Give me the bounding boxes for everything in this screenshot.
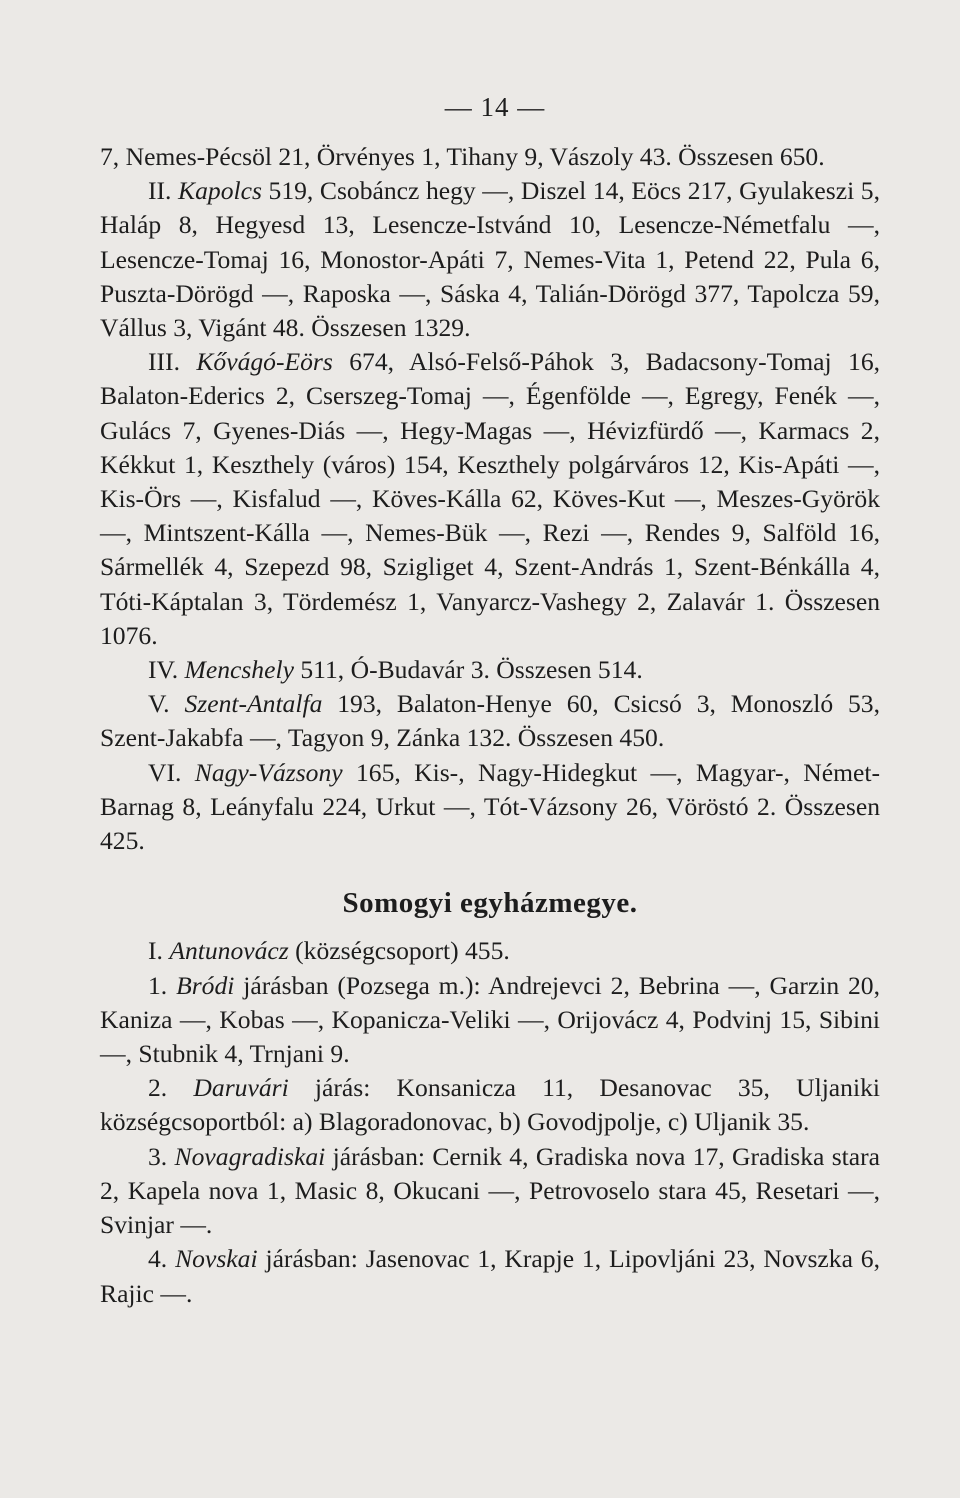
paragraph: IV. Mencshely 511, Ó-Budavár 3. Összesen 514.: [148, 655, 643, 685]
section-heading: Somogyi egyházmegye.: [342, 887, 638, 920]
page-number: — 14 —: [444, 92, 546, 122]
paragraph: II. Kapolcs 519, Csobáncz hegy —, Diszel 14, Eöcs 217, Gyulakeszi 5, Haláp 8, Hegyesd 13, Lesencze-Istvánd 10, Lesencze-Németfalu —, Lesencze-Tomaj 16, Monostor-Apáti 7, Nemes-Vita 1, Petend 22, Pula 6, Puszta-Dörögd —, Raposka —, Sáska 4, Talián-Dörögd 377, Tapolcza 59, Vállus 3, Vigánt 48. Összesen 1329.: [100, 176, 880, 343]
district-name: Antunovácz: [169, 936, 289, 966]
paragraph: 2. Daruvári járás: Konsanicza 11, Desanovac 35, Uljaniki községcsoportból: a) Blagoradonovac, b) Govodjpolje, c) Uljanik 35.: [100, 1073, 880, 1137]
paragraph: 7, Nemes-Pécsöl 21, Örvényes 1, Tihany 9, Vászoly 43. Összesen 650.: [100, 142, 825, 171]
paragraph: I. Antunovácz (községcsoport) 455.: [148, 936, 510, 966]
paragraph: VI. Nagy-Vázsony 165, Kis-, Nagy-Hidegkut —, Magyar-, Német-Barnag 8, Leányfalu 224, Urkut —, Tót-Vázsony 26, Vöröstó 2. Összesen 425.: [100, 757, 880, 856]
district-name: Novskai: [175, 1244, 258, 1274]
district-name: Novagradiskai: [174, 1141, 326, 1171]
paragraph: V. Szent-Antalfa 193, Balaton-Henye 60, Csicsó 3, Monoszló 53, Szent-Jakabfa —, Tagyon 9, Zánka 132. Összesen 450.: [100, 689, 880, 753]
district-name: Kővágó-Eörs: [196, 347, 333, 377]
district-name: Bródi: [176, 970, 235, 1000]
paragraph: 4. Novskai járásban: Jasenovac 1, Krapje 1, Lipovljáni 23, Novszka 6, Rajic —.: [100, 1244, 881, 1308]
district-name: Szent-Antalfa: [184, 689, 323, 719]
paragraph: 1. Bródi járásban (Pozsega m.): Andrejevci 2, Bebrina —, Garzin 20, Kaniza —, Kobas —, Kopanicza-Veliki —, Orijovácz 4, Podvinj 15, Sibini —, Stubnik 4, Trnjani 9.: [100, 970, 880, 1069]
paragraph: III. Kővágó-Eörs 674, Alsó-Felső-Páhok 3, Badacsony-Tomaj 16, Balaton-Ederics 2, Cserszeg-Tomaj —, Égenfölde —, Egregy, Fenék —, Gulács 7, Gyenes-Diás —, Hegy-Magas —, Hévizfürdő —, Karmacs 2, Kékkut 1, Keszthely (város) 154, Keszthely polgárváros 12, Kis-Apáti —, Kis-Örs —, Kisfalud —, Köves-Kálla 62, Köves-Kut —, Meszes-Györök —, Mintszent-Kálla —, Nemes-Bük —, Rezi —, Rendes 9, Salföld 16, Sármellék 4, Szepezd 98, Szigliget 4, Szent-András 1, Szent-Bénkálla 4, Tóti-Káptalan 3, Tördemész 1, Vanyarcz-Vashegy 2, Zalavár 1. Összesen 1076.: [100, 347, 881, 650]
paragraph: 3. Novagradiskai járásban: Cernik 4, Gradiska nova 17, Gradiska stara 2, Kapela nova 1, Masic 8, Okucani —, Petrovoselo stara 45, Resetari —, Svinjar —.: [100, 1141, 881, 1240]
district-name: Kapolcs: [178, 176, 262, 206]
district-name: Daruvári: [193, 1073, 289, 1103]
document-body: [100, 140, 880, 1311]
district-name: Nagy-Vázsony: [194, 757, 343, 787]
district-name: Mencshely: [184, 655, 294, 685]
